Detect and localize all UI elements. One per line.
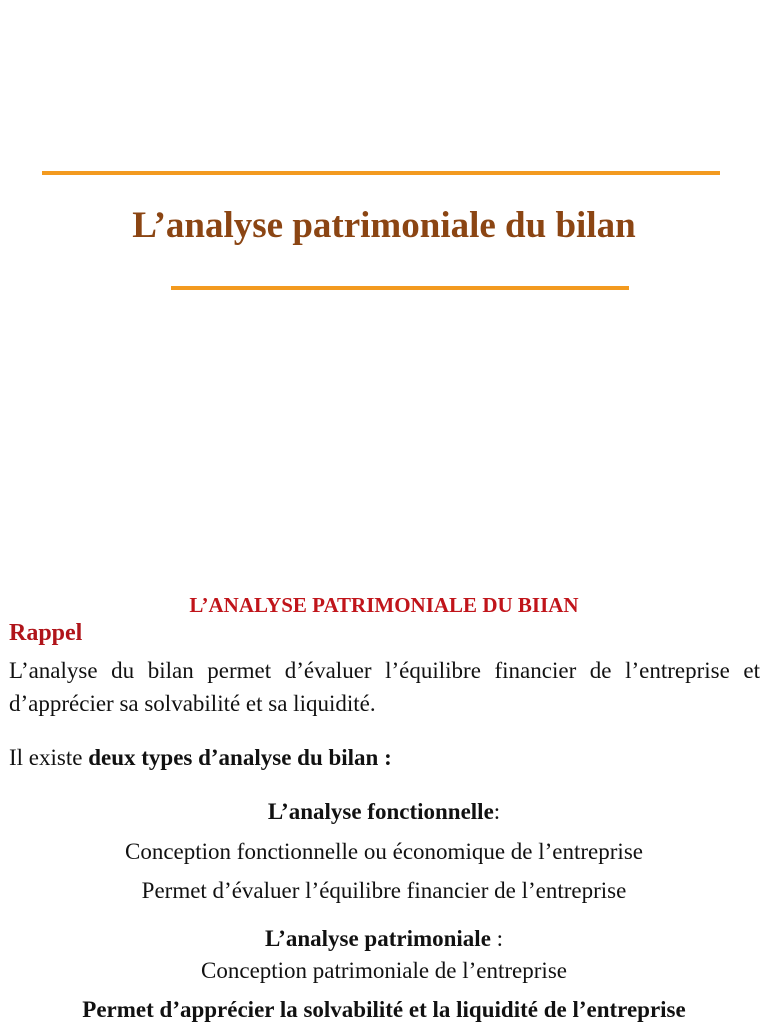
title-rule-top xyxy=(42,171,720,175)
type-fonctionnelle-purpose: Permet d’évaluer l’équilibre financier de l’entreprise xyxy=(141,878,627,903)
type-patrimoniale-heading xyxy=(0,925,768,953)
slide-title: L’analyse patrimoniale du bilan xyxy=(132,205,636,246)
types-intro-prefix: Il existe xyxy=(9,745,89,770)
type-name: L’analyse patrimoniale xyxy=(264,926,491,951)
type-patrimoniale-purpose: Permet d’apprécier la solvabilité et la liquidité de l’entreprise xyxy=(82,997,686,1022)
type-patrimoniale-conception: Conception patrimoniale de l’entreprise xyxy=(201,958,567,983)
type-name-suffix: : xyxy=(493,799,501,824)
section-heading: L’ANALYSE PATRIMONIALE DU BIIAN xyxy=(189,593,579,617)
type-name-suffix: : xyxy=(490,926,504,951)
intro-paragraph: L’analyse du bilan permet d’évaluer l’équilibre financier de l’entreprise et d’apprécier sa solvabilité et sa liquidité. xyxy=(9,658,760,716)
type-fonctionnelle-heading xyxy=(0,798,768,826)
type-name: L’analyse fonctionnelle xyxy=(267,799,494,824)
rappel-label: Rappel xyxy=(9,620,83,646)
types-intro xyxy=(9,744,392,772)
type-fonctionnelle-conception: Conception fonctionnelle ou économique de l’entreprise xyxy=(125,839,643,864)
title-rule-bottom xyxy=(171,286,629,290)
types-intro-bold: deux types d’analyse du bilan : xyxy=(88,745,392,770)
